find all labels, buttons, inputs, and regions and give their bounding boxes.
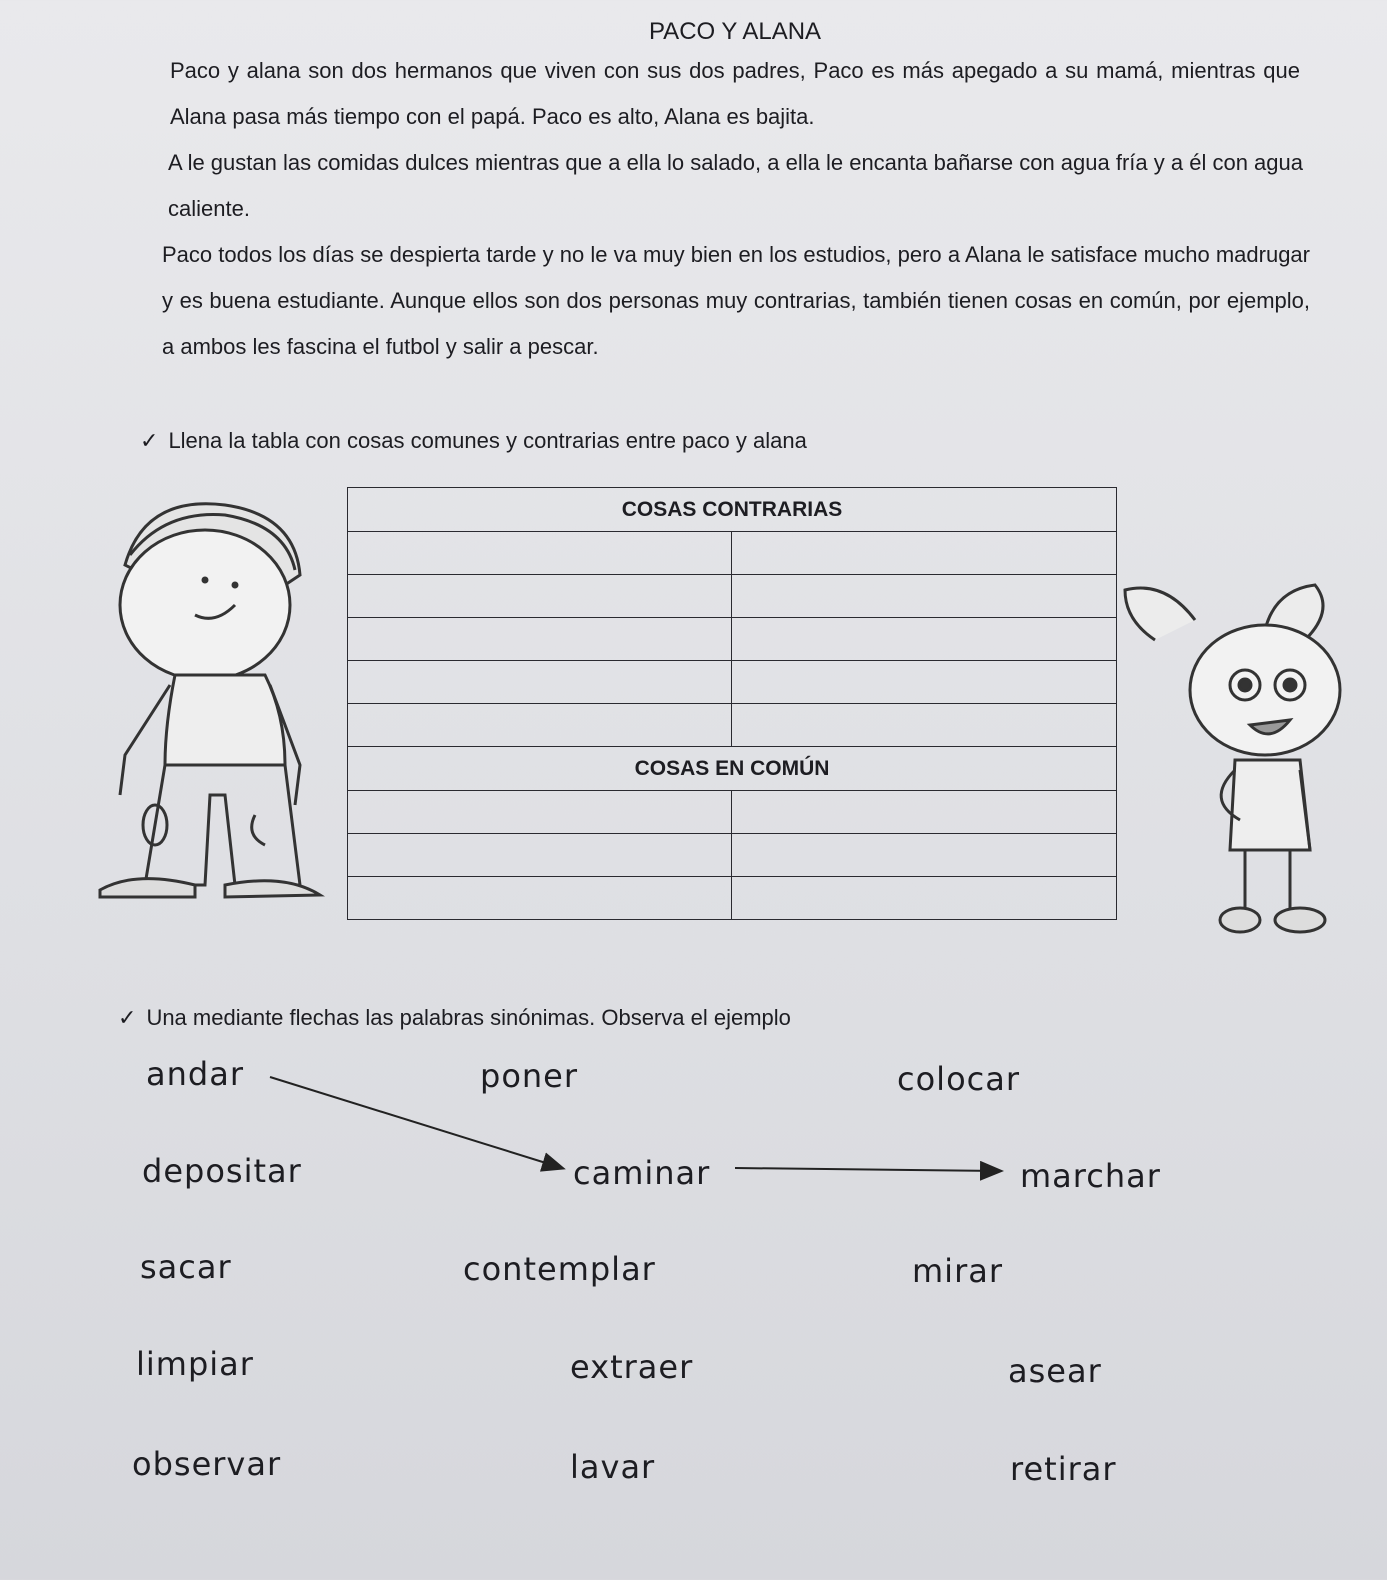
word-retirar[interactable]: retirar [1010, 1450, 1117, 1488]
word-lavar[interactable]: lavar [570, 1448, 656, 1486]
word-sacar[interactable]: sacar [140, 1248, 232, 1286]
paragraph-text: A le gustan las comidas dulces mientras que a ella lo salado, a ella le encanta bañarse con agua fría y a él con agua caliente. [168, 150, 1303, 221]
header-cosas-contrarias: COSAS CONTRARIAS [348, 488, 1117, 532]
word-extraer[interactable]: extraer [570, 1348, 694, 1386]
word-mirar[interactable]: mirar [912, 1252, 1003, 1290]
word-depositar[interactable]: depositar [142, 1152, 302, 1190]
header-cosas-en-comun: COSAS EN COMÚN [348, 747, 1117, 791]
word-asear[interactable]: asear [1008, 1352, 1102, 1390]
arrow-andar-caminar [270, 1077, 562, 1168]
word-poner[interactable]: poner [480, 1057, 579, 1095]
word-caminar[interactable]: caminar [573, 1154, 711, 1192]
instruction-text: Una mediante flechas las palabras sinónimas. Observa el ejemplo [146, 1005, 791, 1030]
paragraph-text: Paco todos los días se despierta tarde y no le va muy bien en los estudios, pero a Alana le satisface mucho madrugar y es buena estudiante. Aunque ellos son dos personas muy contrarias, también tienen cosas en común, por ejemplo, a ambos les fascina el futbol y salir a pescar. [162, 242, 1310, 359]
instruction-text: Llena la tabla con cosas comunes y contrarias entre paco y alana [168, 428, 807, 453]
word-observar[interactable]: observar [132, 1445, 282, 1483]
word-andar[interactable]: andar [146, 1055, 244, 1093]
checkmark-icon: ✓ [140, 428, 159, 453]
paragraph-text: Paco y alana son dos hermanos que viven con sus dos padres, Paco es más apegado a su mamá, mientras que Alana pasa más tiempo con el papá. Paco es alto, Alana es bajita. [170, 58, 1300, 129]
word-colocar[interactable]: colocar [897, 1060, 1020, 1098]
arrow-caminar-marchar [735, 1168, 1000, 1171]
word-marchar[interactable]: marchar [1020, 1157, 1161, 1195]
worksheet-title: PACO Y ALANA [648, 18, 822, 45]
checkmark-icon: ✓ [118, 1005, 137, 1030]
word-contemplar[interactable]: contemplar [463, 1250, 656, 1288]
word-limpiar[interactable]: limpiar [136, 1345, 254, 1383]
